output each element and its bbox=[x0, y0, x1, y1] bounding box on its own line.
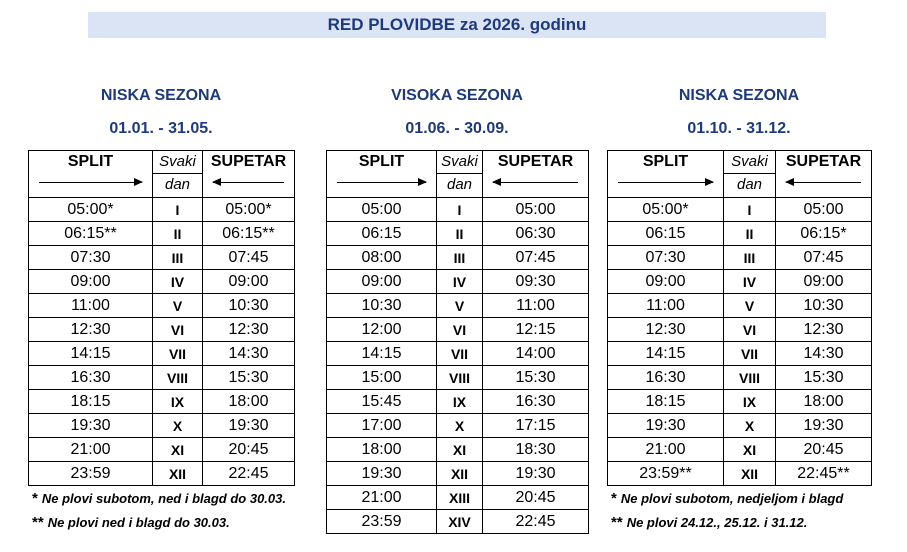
table-row bbox=[327, 486, 589, 510]
supetar-time: 22:45 bbox=[483, 510, 589, 534]
table-row bbox=[608, 342, 872, 366]
table-row bbox=[327, 390, 589, 414]
table-row bbox=[29, 198, 295, 222]
table-row bbox=[29, 462, 295, 486]
table-row bbox=[608, 270, 872, 294]
table-row bbox=[29, 294, 295, 318]
split-time: 18:15 bbox=[29, 390, 153, 414]
footnote-text: Ne plovi ned i blagd do 30.03. bbox=[47, 515, 230, 530]
departure-number: VIII bbox=[724, 366, 776, 390]
departure-number: I bbox=[437, 198, 483, 222]
footnote-text: Ne plovi subotom, ned i blagd do 30.03. bbox=[41, 491, 286, 506]
supetar-time: 14:30 bbox=[203, 342, 295, 366]
departure-number: VIII bbox=[437, 366, 483, 390]
footnote-marker: ** bbox=[611, 514, 623, 531]
footnote bbox=[611, 514, 807, 531]
table-row bbox=[608, 414, 872, 438]
split-header bbox=[29, 151, 153, 198]
split-time: 14:15 bbox=[29, 342, 153, 366]
table-row bbox=[327, 270, 589, 294]
supetar-time: 18:00 bbox=[203, 390, 295, 414]
arrow-right-icon bbox=[618, 182, 713, 184]
supetar-time: 19:30 bbox=[776, 414, 872, 438]
split-time: 21:00 bbox=[327, 486, 437, 510]
supetar-header bbox=[483, 151, 589, 198]
split-time: 06:15 bbox=[327, 222, 437, 246]
table-row bbox=[29, 318, 295, 342]
departure-number: VII bbox=[724, 342, 776, 366]
supetar-time: 07:45 bbox=[483, 246, 589, 270]
supetar-time: 20:45 bbox=[776, 438, 872, 462]
supetar-time: 11:00 bbox=[483, 294, 589, 318]
season-dates: 01.01. - 31.05. bbox=[109, 120, 213, 137]
split-time: 05:00* bbox=[608, 198, 724, 222]
departure-number: II bbox=[437, 222, 483, 246]
supetar-time: 05:00 bbox=[483, 198, 589, 222]
table-row bbox=[29, 342, 295, 366]
season-dates: 01.06. - 30.09. bbox=[405, 120, 509, 137]
split-time: 18:15 bbox=[608, 390, 724, 414]
supetar-time: 20:45 bbox=[203, 438, 295, 462]
departure-number: IV bbox=[153, 270, 203, 294]
svaki-dan-header bbox=[437, 151, 483, 198]
supetar-time: 18:30 bbox=[483, 438, 589, 462]
departure-number: VI bbox=[437, 318, 483, 342]
supetar-label: SUPETAR bbox=[785, 153, 862, 170]
supetar-time: 12:30 bbox=[203, 318, 295, 342]
departure-number: XII bbox=[153, 462, 203, 486]
departure-number: XII bbox=[724, 462, 776, 486]
svaki-dan-header bbox=[153, 151, 203, 198]
table-row bbox=[29, 390, 295, 414]
split-header bbox=[608, 151, 724, 198]
table-row bbox=[327, 342, 589, 366]
season-name: NISKA SEZONA bbox=[678, 87, 800, 104]
split-label: SPLIT bbox=[67, 153, 114, 170]
departure-number: V bbox=[153, 294, 203, 318]
table-row bbox=[608, 222, 872, 246]
table-row bbox=[327, 366, 589, 390]
split-time: 16:30 bbox=[608, 366, 724, 390]
supetar-time: 17:15 bbox=[483, 414, 589, 438]
departure-number: XII bbox=[437, 462, 483, 486]
table-row bbox=[327, 246, 589, 270]
split-label: SPLIT bbox=[642, 153, 689, 170]
split-time: 11:00 bbox=[29, 294, 153, 318]
split-header bbox=[327, 151, 437, 198]
table-row bbox=[608, 462, 872, 486]
departure-number: XIII bbox=[437, 486, 483, 510]
split-time: 23:59** bbox=[608, 462, 724, 486]
table-row bbox=[608, 294, 872, 318]
split-time: 23:59 bbox=[327, 510, 437, 534]
departure-number: VI bbox=[724, 318, 776, 342]
departure-number: X bbox=[724, 414, 776, 438]
season-name: NISKA SEZONA bbox=[100, 87, 222, 104]
departure-number: III bbox=[724, 246, 776, 270]
table-row bbox=[327, 222, 589, 246]
arrow-left-icon bbox=[786, 182, 861, 184]
departure-number: VIII bbox=[153, 366, 203, 390]
schedule-table bbox=[607, 150, 872, 486]
footnote-text: Ne plovi 24.12., 25.12. i 31.12. bbox=[626, 515, 808, 530]
departure-number: VII bbox=[153, 342, 203, 366]
table-row bbox=[608, 438, 872, 462]
supetar-time: 16:30 bbox=[483, 390, 589, 414]
footnote bbox=[611, 490, 843, 507]
departure-number: X bbox=[437, 414, 483, 438]
supetar-time: 07:45 bbox=[203, 246, 295, 270]
supetar-time: 14:00 bbox=[483, 342, 589, 366]
table-row bbox=[327, 510, 589, 534]
season-dates: 01.10. - 31.12. bbox=[687, 120, 791, 137]
split-time: 05:00 bbox=[327, 198, 437, 222]
supetar-time: 05:00 bbox=[776, 198, 872, 222]
table-row bbox=[327, 414, 589, 438]
table-row bbox=[29, 366, 295, 390]
table-row bbox=[608, 390, 872, 414]
supetar-time: 18:00 bbox=[776, 390, 872, 414]
split-label: SPLIT bbox=[358, 153, 405, 170]
supetar-time: 10:30 bbox=[776, 294, 872, 318]
departure-number: X bbox=[153, 414, 203, 438]
arrow-right-icon bbox=[39, 182, 142, 184]
split-time: 09:00 bbox=[608, 270, 724, 294]
supetar-header bbox=[203, 151, 295, 198]
split-time: 17:00 bbox=[327, 414, 437, 438]
split-time: 06:15 bbox=[608, 222, 724, 246]
footnote bbox=[32, 490, 286, 507]
dan-label: dan bbox=[437, 173, 482, 196]
split-time: 15:00 bbox=[327, 366, 437, 390]
departure-number: XI bbox=[724, 438, 776, 462]
schedule-table bbox=[28, 150, 295, 486]
split-time: 23:59 bbox=[29, 462, 153, 486]
table-row bbox=[608, 366, 872, 390]
split-time: 19:30 bbox=[327, 462, 437, 486]
supetar-time: 07:45 bbox=[776, 246, 872, 270]
table-row bbox=[29, 222, 295, 246]
table-row bbox=[327, 438, 589, 462]
split-time: 05:00* bbox=[29, 198, 153, 222]
departure-number: II bbox=[153, 222, 203, 246]
supetar-time: 09:30 bbox=[483, 270, 589, 294]
schedule-table bbox=[326, 150, 589, 534]
split-time: 07:30 bbox=[29, 246, 153, 270]
supetar-time: 15:30 bbox=[483, 366, 589, 390]
split-time: 15:45 bbox=[327, 390, 437, 414]
split-time: 09:00 bbox=[29, 270, 153, 294]
split-time: 12:30 bbox=[608, 318, 724, 342]
supetar-time: 06:15** bbox=[203, 222, 295, 246]
supetar-label: SUPETAR bbox=[210, 153, 287, 170]
supetar-time: 22:45 bbox=[203, 462, 295, 486]
arrow-left-icon bbox=[493, 182, 578, 184]
departure-number: VII bbox=[437, 342, 483, 366]
table-row bbox=[608, 198, 872, 222]
split-time: 14:15 bbox=[327, 342, 437, 366]
table-row bbox=[608, 246, 872, 270]
departure-number: IX bbox=[724, 390, 776, 414]
supetar-time: 19:30 bbox=[483, 462, 589, 486]
supetar-time: 20:45 bbox=[483, 486, 589, 510]
supetar-time: 09:00 bbox=[776, 270, 872, 294]
footnote-marker: * bbox=[611, 490, 617, 507]
supetar-time: 06:30 bbox=[483, 222, 589, 246]
supetar-time: 06:15* bbox=[776, 222, 872, 246]
departure-number: VI bbox=[153, 318, 203, 342]
supetar-time: 05:00* bbox=[203, 198, 295, 222]
footnote-marker: ** bbox=[32, 514, 44, 531]
supetar-time: 15:30 bbox=[776, 366, 872, 390]
footnote bbox=[32, 514, 230, 531]
departure-number: III bbox=[437, 246, 483, 270]
dan-label: dan bbox=[724, 173, 775, 196]
supetar-time: 19:30 bbox=[203, 414, 295, 438]
supetar-time: 12:30 bbox=[776, 318, 872, 342]
departure-number: XIV bbox=[437, 510, 483, 534]
supetar-time: 12:15 bbox=[483, 318, 589, 342]
departure-number: III bbox=[153, 246, 203, 270]
supetar-time: 14:30 bbox=[776, 342, 872, 366]
split-time: 10:30 bbox=[327, 294, 437, 318]
table-row bbox=[29, 438, 295, 462]
split-time: 18:00 bbox=[327, 438, 437, 462]
svaki-label: Svaki bbox=[441, 153, 478, 170]
split-time: 19:30 bbox=[29, 414, 153, 438]
season-name: VISOKA SEZONA bbox=[391, 87, 523, 104]
supetar-time: 10:30 bbox=[203, 294, 295, 318]
split-time: 21:00 bbox=[29, 438, 153, 462]
split-time: 06:15** bbox=[29, 222, 153, 246]
table-row bbox=[327, 198, 589, 222]
departure-number: IX bbox=[153, 390, 203, 414]
departure-number: V bbox=[724, 294, 776, 318]
departure-number: V bbox=[437, 294, 483, 318]
arrow-left-icon bbox=[213, 182, 284, 184]
page-title: RED PLOVIDBE za 2026. godinu bbox=[327, 15, 587, 34]
departure-number: IV bbox=[437, 270, 483, 294]
split-time: 21:00 bbox=[608, 438, 724, 462]
split-time: 08:00 bbox=[327, 246, 437, 270]
split-time: 07:30 bbox=[608, 246, 724, 270]
svaki-label: Svaki bbox=[159, 153, 196, 170]
departure-number: I bbox=[724, 198, 776, 222]
dan-label: dan bbox=[153, 173, 202, 196]
table-row bbox=[327, 318, 589, 342]
departure-number: IX bbox=[437, 390, 483, 414]
departure-number: IV bbox=[724, 270, 776, 294]
split-time: 09:00 bbox=[327, 270, 437, 294]
supetar-time: 09:00 bbox=[203, 270, 295, 294]
split-time: 19:30 bbox=[608, 414, 724, 438]
split-time: 12:00 bbox=[327, 318, 437, 342]
split-time: 11:00 bbox=[608, 294, 724, 318]
departure-number: II bbox=[724, 222, 776, 246]
footnote-text: Ne plovi subotom, nedjeljom i blagd bbox=[620, 491, 844, 506]
split-time: 16:30 bbox=[29, 366, 153, 390]
svaki-dan-header bbox=[724, 151, 776, 198]
table-row bbox=[608, 318, 872, 342]
supetar-time: 15:30 bbox=[203, 366, 295, 390]
departure-number: XI bbox=[153, 438, 203, 462]
supetar-header bbox=[776, 151, 872, 198]
supetar-label: SUPETAR bbox=[497, 153, 574, 170]
table-row bbox=[327, 462, 589, 486]
departure-number: I bbox=[153, 198, 203, 222]
table-row bbox=[327, 294, 589, 318]
footnote-marker: * bbox=[32, 490, 38, 507]
split-time: 14:15 bbox=[608, 342, 724, 366]
table-row bbox=[29, 246, 295, 270]
arrow-right-icon bbox=[337, 182, 426, 184]
supetar-time: 22:45** bbox=[776, 462, 872, 486]
svaki-label: Svaki bbox=[731, 153, 768, 170]
departure-number: XI bbox=[437, 438, 483, 462]
table-row bbox=[29, 270, 295, 294]
table-row bbox=[29, 414, 295, 438]
split-time: 12:30 bbox=[29, 318, 153, 342]
